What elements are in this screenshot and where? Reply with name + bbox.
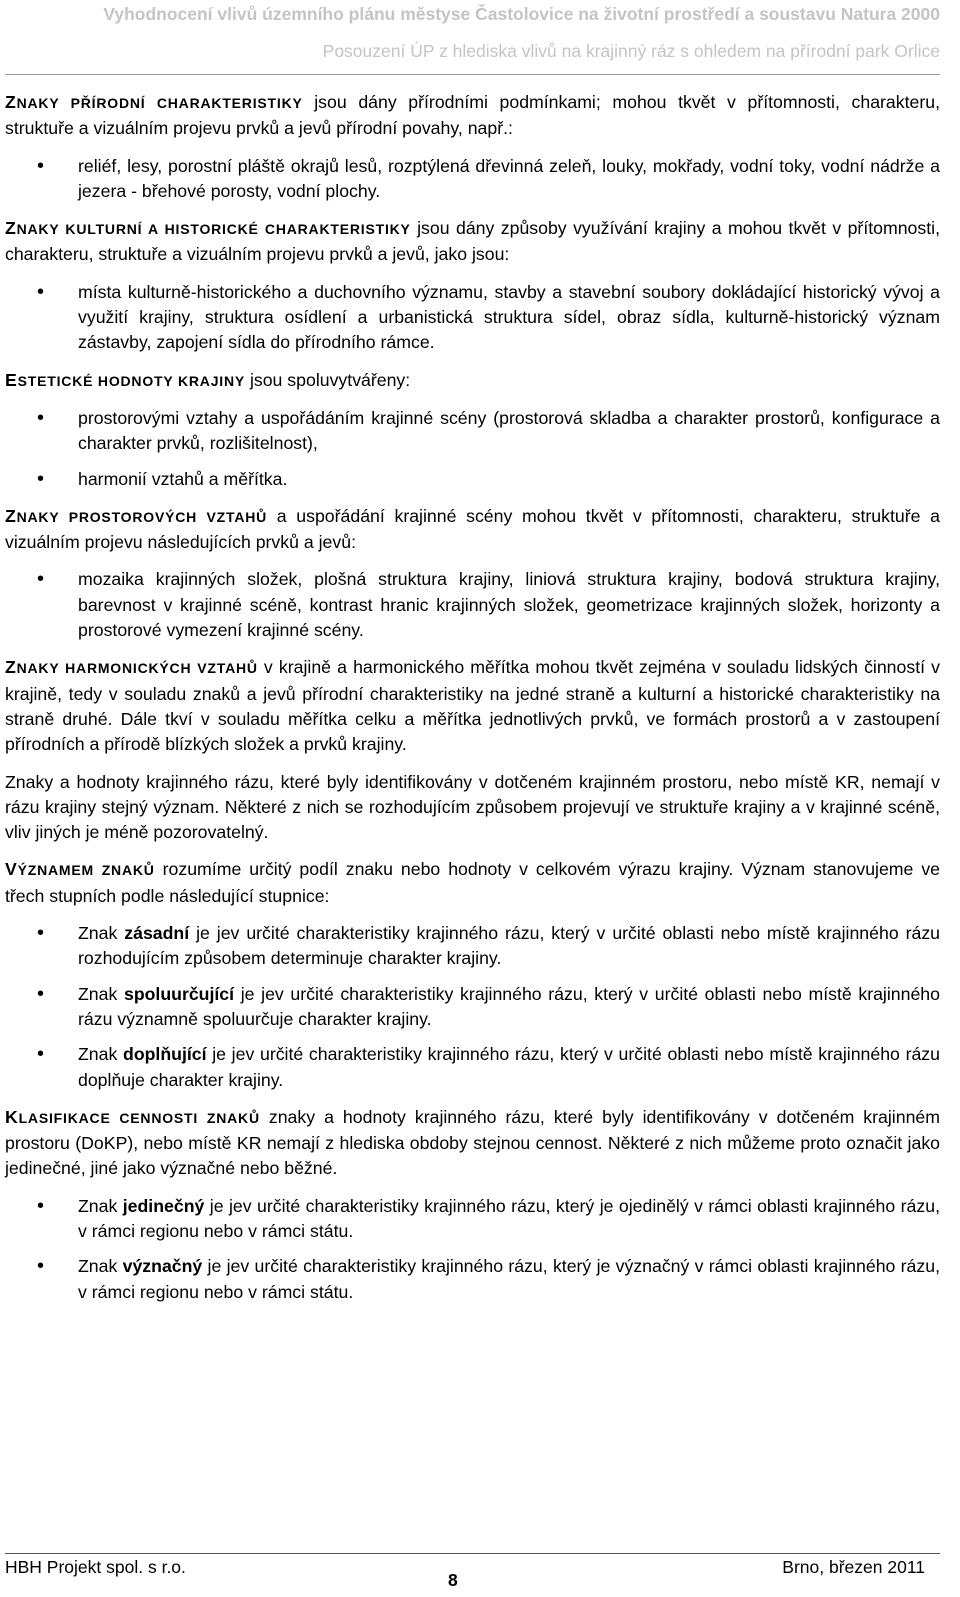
list-item: • Znak jedinečný je jev určité charakteristiky krajinného rázu, který je ojedinělý v rámci oblasti krajinného rázu, v rámci regionu nebo v rámci státu.	[5, 1194, 940, 1245]
section-lead: ZNAKY HARMONICKÝCH VZTAHŮ	[5, 657, 258, 678]
section-lead: ZNAKY KULTURNÍ A HISTORICKÉ CHARAKTERISTIKY	[5, 218, 411, 239]
paragraph-aesthetic-values: ESTETICKÉ HODNOTY KRAJINY jsou spoluvytvářeny:	[5, 369, 411, 390]
paragraph-natural-characteristics: ZNAKY PŘÍRODNÍ CHARAKTERISTIKY jsou dány přírodními podmínkami; mohou tkvět v přítomnosti, charakteru, struktuře a vizuálním projevu prvků a jevů přírodní povahy, např.:	[5, 92, 940, 139]
keyword: jedinečný	[122, 1195, 205, 1216]
list-item: • prostorovými vztahy a uspořádáním krajinné scény (prostorová skladba a charakter prostorů, konfigurace a charakter prvků, rozlišitelnost),	[5, 406, 940, 457]
section-lead: KLASIFIKACE CENNOSTI ZNAKŮ	[5, 1106, 260, 1127]
list-item: • harmonií vztahů a měřítka.	[5, 467, 940, 492]
keyword: zásadní	[124, 923, 190, 944]
paragraph-spatial-relations: ZNAKY PROSTOROVÝCH VZTAHŮ a uspořádání krajinné scény mohou tkvět v přítomnosti, charakteru, struktuře a vizuálním projevu následujících prvků a jevů:	[5, 505, 940, 553]
footer-company: HBH Projekt spol. s r.o.	[5, 1557, 186, 1577]
list-item: • Znak význačný je jev určité charakteristiky krajinného rázu, který je význačný v rámci oblasti krajinného rázu, v rámci regionu nebo v rámci státu.	[5, 1254, 940, 1305]
section-lead: ZNAKY PROSTOROVÝCH VZTAHŮ	[5, 505, 268, 526]
bullet-list-spatial	[5, 567, 940, 643]
keyword: spoluurčující	[123, 983, 235, 1004]
paragraph-significance: VÝZNAMEM ZNAKŮ rozumíme určitý podíl znaku nebo hodnoty v celkovém výrazu krajiny. Význam stanovujeme ve třech stupních podle následující stupnice:	[5, 859, 940, 906]
section-lead: VÝZNAMEM ZNAKŮ	[5, 859, 155, 880]
keyword: doplňující	[123, 1044, 207, 1065]
list-item: • mozaika krajinných složek, plošná struktura krajiny, liniová struktura krajiny, bodová struktura krajiny, barevnost v krajinné scéně, kontrast hranic krajinných složek, geometrizace krajinných složek, horizonty a prostorové vymezení krajinné scény.	[5, 567, 940, 643]
bullet-list-natural	[5, 154, 940, 205]
keyword: význačný	[122, 1256, 203, 1277]
list-item: • reliéf, lesy, porostní pláště okrajů lesů, rozptýlená dřevinná zeleň, louky, mokřady, vodní toky, vodní nádrže a jezera - břehové porosty, vodní plochy.	[5, 154, 940, 205]
document-body	[5, 90, 940, 1317]
bullet-list-cultural	[5, 280, 940, 356]
bullet-list-aesthetic	[5, 406, 940, 492]
list-item: • místa kulturně-historického a duchovního významu, stavby a stavební soubory dokládající historický vývoj a využití krajiny, struktura osídlení a urbanistická struktura sídel, obraz sídla, kulturně-historický význam zástavby, zapojení sídla do přírodního rámce.	[5, 280, 940, 356]
footer-divider	[5, 1553, 940, 1554]
paragraph-classification: KLASIFIKACE CENNOSTI ZNAKŮ znaky a hodnoty krajinného rázu, které byly identifikovány v dotčeném krajinném prostoru (DoKP), nebo místě KR nemají z hlediska obdoby stejnou cennost. Některé z nich můžeme proto označit jako jedinečné, jiné jako význačné nebo běžné.	[5, 1106, 940, 1179]
header-divider	[5, 74, 940, 75]
header-subtitle: Posouzení ÚP z hlediska vlivů na krajinný ráz s ohledem na přírodní park Orlice	[322, 41, 940, 61]
page-number: 8	[448, 1570, 458, 1590]
list-item: • Znak zásadní je jev určité charakteristiky krajinného rázu, který v určité oblasti nebo místě krajinného rázu rozhodujícím způsobem determinuje charakter krajiny.	[5, 921, 940, 972]
paragraph-cultural-characteristics: ZNAKY KULTURNÍ A HISTORICKÉ CHARAKTERISTIKY jsou dány způsoby využívání krajiny a mohou tkvět v přítomnosti, charakteru, struktuře a vizuálním projevu prvků a jevů, jako jsou:	[5, 218, 940, 265]
footer-date: Brno, březen 2011	[782, 1557, 925, 1577]
section-lead: ZNAKY PŘÍRODNÍ CHARAKTERISTIKY	[5, 92, 303, 112]
bullet-list-significance	[5, 921, 940, 1093]
bullet-list-classification	[5, 1194, 940, 1305]
list-item: • Znak spoluurčující je jev určité charakteristiky krajinného rázu, který v určité oblasti nebo místě krajinného rázu významně spoluurčuje charakter krajiny.	[5, 982, 940, 1033]
paragraph-harmonic-relations: ZNAKY HARMONICKÝCH VZTAHŮ v krajině a harmonického měřítka mohou tkvět zejména v souladu lidských činností v krajině, tedy v souladu znaků a jevů přírodní charakteristiky na jedné straně a kulturní a historické charakteristiky na straně druhé. Dále tkví v souladu měřítka celku a měřítka jednotlivých prvků, ve formách prostorů a v zastoupení přírodních a přírodě blízkých složek a prvků krajiny.	[5, 657, 940, 755]
paragraph-identified-values: Znaky a hodnoty krajinného rázu, které byly identifikovány v dotčeném krajinném prostoru, nebo místě KR, nemají v rázu krajiny stejný význam. Některé z nich se rozhodujícím způsobem projevují ve struktuře krajiny a v krajinné scéně, vliv jiných je méně pozorovatelný.	[5, 771, 940, 843]
list-item: • Znak doplňující je jev určité charakteristiky krajinného rázu, který v určité oblasti nebo místě krajinného rázu doplňuje charakter krajiny.	[5, 1042, 940, 1093]
section-lead: ESTETICKÉ HODNOTY KRAJINY	[5, 369, 246, 390]
header-title: Vyhodnocení vlivů územního plánu městyse Častolovice na životní prostředí a soustavu Natura 2000	[103, 4, 940, 24]
